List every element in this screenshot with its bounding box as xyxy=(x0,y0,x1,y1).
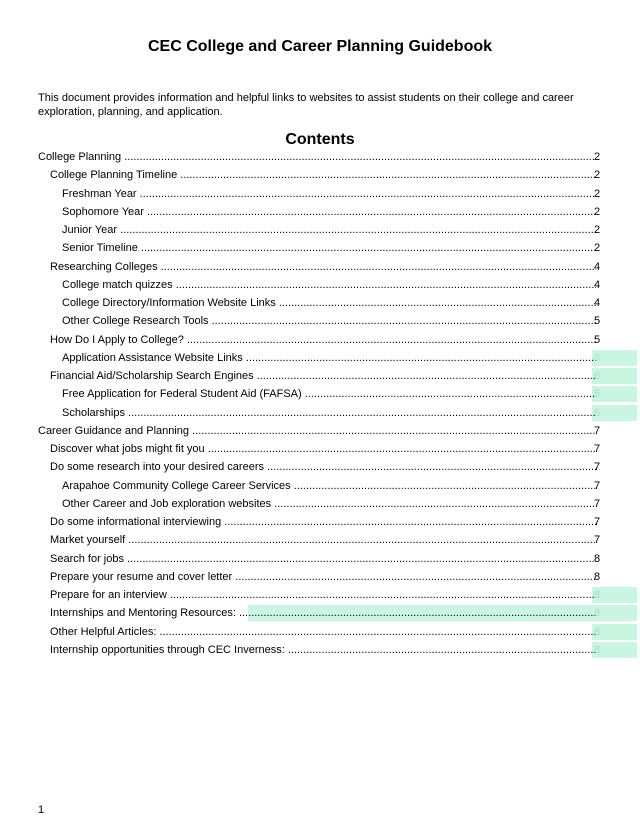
toc-entry-title[interactable]: Discover what jobs might fit you ..... xyxy=(50,440,596,458)
intro-paragraph: This document provides information and helpful links to websites to assist students on their college and career exploration, planning, and application. xyxy=(38,92,574,118)
toc-entry-page: 2 xyxy=(594,205,601,218)
toc-entry-page: 8 xyxy=(594,607,601,620)
toc-entry-title[interactable]: Sophomore Year ..... xyxy=(62,203,596,221)
toc-entry-title[interactable]: Other Helpful Articles: ..... xyxy=(50,623,596,641)
toc-entry[interactable] xyxy=(0,604,640,622)
toc-entry-page: 7 xyxy=(594,424,601,437)
toc-entry[interactable] xyxy=(0,258,640,276)
toc-entry-title[interactable]: Junior Year ..... xyxy=(62,221,596,239)
toc-entry-title[interactable]: College Planning Timeline ..... xyxy=(50,166,596,184)
toc-entry-title[interactable]: Internships and Mentoring Resources: ..... xyxy=(50,604,596,622)
toc-entry-page: 5 xyxy=(594,315,601,328)
toc-entry[interactable] xyxy=(0,294,640,312)
toc-entry[interactable] xyxy=(0,422,640,440)
toc-entry-title[interactable]: Scholarships ..... xyxy=(62,404,596,422)
toc-entry-page: 5 xyxy=(594,333,601,346)
toc-entry-page: 7 xyxy=(594,461,601,474)
toc-entry-title[interactable]: Researching Colleges ..... xyxy=(50,258,596,276)
toc-entry[interactable] xyxy=(0,495,640,513)
toc-entry-title[interactable]: Other Career and Job exploration websites ..... xyxy=(62,495,596,513)
toc-entry-page: 2 xyxy=(594,187,601,200)
toc-entry[interactable] xyxy=(0,531,640,549)
toc-entry[interactable] xyxy=(0,148,640,166)
toc-entry-title[interactable]: College Planning ..... xyxy=(38,148,596,166)
toc-entry[interactable] xyxy=(0,239,640,257)
toc-entry[interactable] xyxy=(0,440,640,458)
toc-entry[interactable] xyxy=(0,221,640,239)
toc-entry-page: 8 xyxy=(594,570,601,583)
toc-entry-page: 4 xyxy=(594,278,601,291)
toc-entry[interactable] xyxy=(0,513,640,531)
toc-entry[interactable] xyxy=(0,568,640,586)
toc-entry[interactable] xyxy=(0,203,640,221)
toc-entry-title[interactable]: Do some research into your desired careers ..... xyxy=(50,458,596,476)
toc-entry[interactable] xyxy=(0,367,640,385)
document-title: CEC College and Career Planning Guidebook xyxy=(147,38,493,55)
toc-entry-title[interactable]: Freshman Year ..... xyxy=(62,185,596,203)
toc-entry-page: 8 xyxy=(594,643,601,656)
toc-entry-title[interactable]: Career Guidance and Planning ..... xyxy=(38,422,596,440)
toc-entry[interactable] xyxy=(0,458,640,476)
toc-entry-title[interactable]: Senior Timeline ..... xyxy=(62,239,596,257)
toc-entry-page: 6 xyxy=(594,370,601,382)
toc-entry-title[interactable]: Prepare for an interview ..... xyxy=(50,586,596,604)
toc-entry-title[interactable]: College match quizzes ..... xyxy=(62,276,596,294)
table-of-contents xyxy=(0,148,640,659)
toc-entry[interactable] xyxy=(0,385,640,403)
contents-heading: Contents xyxy=(285,131,355,148)
toc-entry-page: 2 xyxy=(594,151,601,163)
toc-entry[interactable] xyxy=(0,166,640,184)
toc-entry-title[interactable]: Prepare your resume and cover letter ..... xyxy=(50,568,596,586)
toc-entry[interactable] xyxy=(0,586,640,604)
toc-entry-title[interactable]: Internship opportunities through CEC Inverness: ..... xyxy=(50,641,596,659)
toc-entry-title[interactable]: Other College Research Tools ..... xyxy=(62,312,596,330)
toc-entry-page: 4 xyxy=(594,260,601,273)
toc-entry-page: 7 xyxy=(594,497,601,510)
toc-entry[interactable] xyxy=(0,623,640,641)
toc-entry[interactable] xyxy=(0,349,640,367)
toc-entry-page: 8 xyxy=(594,552,601,565)
toc-entry-title[interactable]: Do some informational interviewing ..... xyxy=(50,513,596,531)
toc-entry-page: 8 xyxy=(594,625,601,638)
toc-entry-title[interactable]: Application Assistance Website Links ..... xyxy=(62,349,596,367)
toc-entry-title[interactable]: Market yourself ..... xyxy=(50,531,596,549)
toc-entry-page: 8 xyxy=(594,589,601,601)
toc-entry-page: 2 xyxy=(594,224,601,236)
toc-entry-title[interactable]: College Directory/Information Website Links ..... xyxy=(62,294,596,312)
toc-entry-page: 4 xyxy=(594,297,601,309)
toc-entry[interactable] xyxy=(0,276,640,294)
page-number: 1 xyxy=(38,804,45,816)
toc-entry-page: 7 xyxy=(594,516,601,528)
toc-entry-title[interactable]: How Do I Apply to College? ..... xyxy=(50,331,596,349)
toc-entry-title[interactable]: Search for jobs ..... xyxy=(50,550,596,568)
toc-entry-page: 2 xyxy=(594,242,601,255)
toc-entry[interactable] xyxy=(0,185,640,203)
toc-entry-page: 6 xyxy=(594,406,601,419)
toc-entry[interactable] xyxy=(0,312,640,330)
toc-entry-title[interactable]: Free Application for Federal Student Aid (FAFSA) ..... xyxy=(62,385,596,403)
toc-entry-page: 2 xyxy=(594,169,601,182)
toc-entry[interactable] xyxy=(0,477,640,495)
toc-entry-page: 6 xyxy=(594,388,601,401)
toc-entry-page: 7 xyxy=(594,443,601,455)
toc-entry[interactable] xyxy=(0,331,640,349)
toc-entry[interactable] xyxy=(0,404,640,422)
toc-entry-page: 6 xyxy=(594,351,601,364)
toc-entry-page: 7 xyxy=(594,479,601,492)
toc-entry-title[interactable]: Financial Aid/Scholarship Search Engines ..... xyxy=(50,367,596,385)
toc-entry-page: 7 xyxy=(594,534,601,547)
toc-entry-title[interactable]: Arapahoe Community College Career Services ..... xyxy=(62,477,596,495)
toc-entry[interactable] xyxy=(0,550,640,568)
toc-entry[interactable] xyxy=(0,641,640,659)
